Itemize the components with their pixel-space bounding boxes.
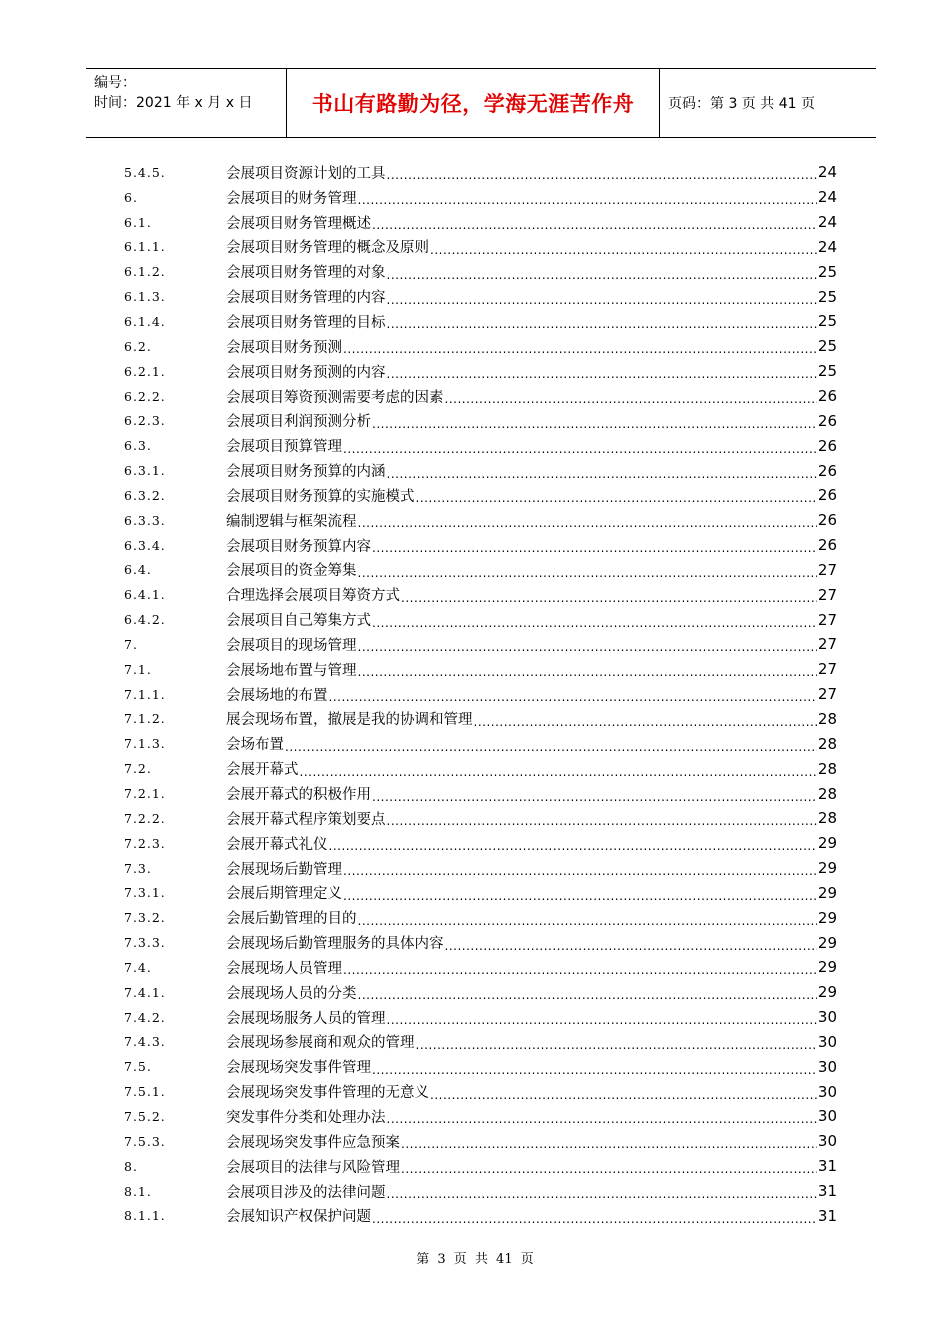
toc-entry-page: 28 — [817, 759, 837, 778]
toc-entry[interactable] — [124, 558, 837, 583]
toc-entry-page: 26 — [817, 411, 837, 430]
toc-entry-page: 25 — [817, 287, 837, 306]
toc-entry-number: 6.4. — [124, 562, 152, 578]
toc-entry[interactable] — [124, 235, 837, 260]
toc-dot-leader — [329, 838, 817, 854]
toc-dot-leader — [387, 1012, 817, 1028]
toc-entry-title: 展会现场布置，撤展是我的协调和管理 — [226, 712, 473, 729]
toc-entry[interactable] — [124, 259, 837, 284]
toc-entry-page: 27 — [817, 560, 837, 579]
toc-entry-title: 会展项目财务预测 — [226, 339, 342, 356]
toc-entry-title: 会展现场突发事件管理的无意义 — [226, 1085, 429, 1102]
toc-dot-leader — [343, 962, 817, 978]
toc-dot-leader — [358, 639, 817, 655]
toc-entry-page: 27 — [817, 660, 837, 679]
toc-entry-title: 会展现场突发事件应急预案 — [226, 1134, 400, 1151]
toc-entry[interactable] — [124, 1203, 837, 1228]
toc-entry-page: 29 — [817, 859, 837, 878]
toc-dot-leader — [285, 739, 817, 755]
toc-entry[interactable] — [124, 781, 837, 806]
toc-entry-title: 会展项目财务管理概述 — [226, 215, 371, 232]
header-meta — [86, 69, 287, 137]
toc-entry[interactable] — [124, 309, 837, 334]
toc-entry-page: 29 — [817, 958, 837, 977]
toc-entry-page: 29 — [817, 834, 837, 853]
toc-dot-leader — [430, 242, 817, 258]
toc-entry-title: 会展现场后勤管理 — [226, 861, 342, 878]
toc-entry-page: 29 — [817, 933, 837, 952]
toc-dot-leader — [372, 416, 817, 432]
toc-entry-title: 会展项目自己筹集方式 — [226, 613, 371, 630]
toc-entry-title: 会展项目资源计划的工具 — [226, 165, 386, 182]
toc-entry-number: 6.2. — [124, 338, 152, 354]
toc-entry-page: 24 — [817, 188, 837, 207]
toc-entry-number: 7.4.3. — [124, 1034, 166, 1050]
toc-entry-number: 7.5.1. — [124, 1084, 166, 1100]
toc-entry[interactable] — [124, 284, 837, 309]
toc-entry-number: 6.4.1. — [124, 587, 166, 603]
toc-entry-page: 26 — [817, 387, 837, 406]
toc-dot-leader — [343, 341, 817, 357]
toc-entry[interactable] — [124, 806, 837, 831]
toc-dot-leader — [358, 565, 817, 581]
header-slogan: 书山有路勤为径，学海无涯苦作舟 — [311, 91, 635, 116]
toc-entry-page: 26 — [817, 436, 837, 455]
toc-entry[interactable] — [124, 930, 837, 955]
toc-entry[interactable] — [124, 334, 837, 359]
toc-entry-title: 会展开幕式 — [226, 762, 299, 779]
toc-entry[interactable] — [124, 1005, 837, 1030]
toc-dot-leader — [372, 1211, 817, 1227]
toc-entry-title: 会展开幕式礼仪 — [226, 836, 328, 853]
toc-entry-number: 7.5.2. — [124, 1108, 166, 1124]
toc-entry-page: 28 — [817, 784, 837, 803]
toc-entry-title: 会展后勤管理的目的 — [226, 911, 357, 928]
toc-entry-title: 会展场地的布置 — [226, 687, 328, 704]
toc-entry-number: 6.1.1. — [124, 239, 166, 255]
toc-entry-number: 6.1.3. — [124, 289, 166, 305]
toc-dot-leader — [401, 590, 817, 606]
toc-entry-title: 突发事件分类和处理办法 — [226, 1109, 386, 1126]
toc-entry-number: 6.3.2. — [124, 487, 166, 503]
toc-entry-title: 会场布置 — [226, 737, 284, 754]
toc-entry-number: 7.2.3. — [124, 835, 166, 851]
toc-entry-number: 6.1.4. — [124, 313, 166, 329]
toc-entry-page: 30 — [817, 1132, 837, 1151]
toc-entry-title: 会展现场突发事件管理 — [226, 1060, 371, 1077]
toc-entry-number: 6.2.1. — [124, 363, 166, 379]
toc-entry[interactable] — [124, 731, 837, 756]
toc-entry[interactable] — [124, 384, 837, 409]
toc-entry-number: 6.1. — [124, 214, 152, 230]
toc-dot-leader — [474, 714, 817, 730]
toc-entry-page: 30 — [817, 1057, 837, 1076]
toc-dot-leader — [343, 863, 817, 879]
toc-entry-number: 6.1.2. — [124, 264, 166, 280]
toc-entry-title: 会展项目涉及的法律问题 — [226, 1184, 386, 1201]
toc-dot-leader — [358, 515, 817, 531]
toc-entry-page: 26 — [817, 461, 837, 480]
toc-entry-title: 会展项目财务管理的对象 — [226, 265, 386, 282]
time-label: 时间：2021 年 x 月 x 日 — [94, 95, 253, 111]
toc-entry[interactable] — [124, 359, 837, 384]
toc-dot-leader — [372, 1062, 817, 1078]
toc-entry-page: 27 — [817, 685, 837, 704]
toc-entry[interactable] — [124, 185, 837, 210]
toc-dot-leader — [401, 1136, 817, 1152]
toc-dot-leader — [416, 1037, 817, 1053]
toc-entry-number: 8.1.1. — [124, 1208, 166, 1224]
toc-entry-title: 会展项目财务管理的概念及原则 — [226, 240, 429, 257]
toc-entry-page: 30 — [817, 1032, 837, 1051]
toc-entry-page: 25 — [817, 312, 837, 331]
toc-entry-title: 会展项目财务预算的内涵 — [226, 464, 386, 481]
toc-dot-leader — [358, 664, 817, 680]
toc-entry-page: 28 — [817, 809, 837, 828]
toc-entry-number: 8. — [124, 1158, 138, 1174]
toc-entry-page: 30 — [817, 1008, 837, 1027]
toc-entry[interactable] — [124, 707, 837, 732]
toc-entry[interactable] — [124, 408, 837, 433]
toc-entry-page: 28 — [817, 734, 837, 753]
toc-entry-title: 会展现场人员的分类 — [226, 985, 357, 1002]
toc-entry[interactable] — [124, 483, 837, 508]
toc-entry-number: 6.2.3. — [124, 413, 166, 429]
toc-entry-number: 6.3.4. — [124, 537, 166, 553]
toc-entry-title: 会展现场后勤管理服务的具体内容 — [226, 936, 444, 953]
toc-entry-title: 会展现场参展商和观众的管理 — [226, 1035, 415, 1052]
toc-entry-number: 7.3.2. — [124, 910, 166, 926]
toc-entry-page: 31 — [817, 1157, 837, 1176]
header-page-info-cell — [660, 69, 876, 137]
toc-dot-leader — [445, 391, 817, 407]
toc-entry-number: 7.3.3. — [124, 935, 166, 951]
toc-dot-leader — [343, 888, 817, 904]
toc-entry[interactable] — [124, 1179, 837, 1204]
toc-entry[interactable] — [124, 1154, 837, 1179]
toc-entry-page: 25 — [817, 337, 837, 356]
toc-entry-number: 7.5. — [124, 1059, 152, 1075]
toc-dot-leader — [358, 987, 817, 1003]
toc-entry-page: 26 — [817, 486, 837, 505]
toc-entry[interactable] — [124, 210, 837, 235]
toc-entry[interactable] — [124, 756, 837, 781]
toc-dot-leader — [372, 789, 817, 805]
toc-entry-page: 30 — [817, 1082, 837, 1101]
toc-dot-leader — [401, 1161, 817, 1177]
toc-dot-leader — [387, 366, 817, 382]
toc-entry-title: 会展项目利润预测分析 — [226, 414, 371, 431]
toc-dot-leader — [430, 1087, 817, 1103]
toc-entry-number: 7.3. — [124, 860, 152, 876]
toc-entry[interactable] — [124, 831, 837, 856]
toc-entry-number: 7.1.1. — [124, 686, 166, 702]
toc-entry-title: 会展现场人员管理 — [226, 960, 342, 977]
toc-entry-number: 6.3.1. — [124, 463, 166, 479]
toc-entry[interactable] — [124, 632, 837, 657]
toc-entry-page: 30 — [817, 1107, 837, 1126]
toc-entry-page: 29 — [817, 883, 837, 902]
toc-dot-leader — [387, 466, 817, 482]
toc-entry[interactable] — [124, 1079, 837, 1104]
toc-entry-page: 26 — [817, 536, 837, 555]
toc-entry-page: 24 — [817, 237, 837, 256]
toc-dot-leader — [445, 938, 817, 954]
toc-entry[interactable] — [124, 533, 837, 558]
toc-entry[interactable] — [124, 905, 837, 930]
toc-dot-leader — [329, 689, 817, 705]
toc-entry-page: 24 — [817, 163, 837, 182]
toc-dot-leader — [372, 615, 817, 631]
page-footer: 第 3 页 共 41 页 — [416, 1252, 534, 1267]
toc-dot-leader — [387, 1186, 817, 1202]
toc-entry-title: 会展项目财务预算的实施模式 — [226, 488, 415, 505]
toc-dot-leader — [387, 167, 817, 183]
number-label: 编号： — [94, 75, 136, 91]
toc-entry-number: 7.2.2. — [124, 810, 166, 826]
toc-entry-number: 7.1.2. — [124, 711, 166, 727]
table-of-contents — [124, 160, 837, 1228]
toc-entry-title: 会展项目的财务管理 — [226, 190, 357, 207]
toc-entry-title: 合理选择会展项目筹资方式 — [226, 588, 400, 605]
toc-entry-number: 6.4.2. — [124, 612, 166, 628]
toc-entry-title: 会展项目的现场管理 — [226, 637, 357, 654]
toc-dot-leader — [358, 192, 817, 208]
page-header — [86, 68, 876, 138]
toc-entry-page: 27 — [817, 585, 837, 604]
header-slogan-cell — [287, 69, 660, 137]
toc-entry-title: 会展项目筹资预测需要考虑的因素 — [226, 389, 444, 406]
toc-entry[interactable] — [124, 1104, 837, 1129]
toc-dot-leader — [416, 490, 817, 506]
toc-entry-number: 6.2.2. — [124, 388, 166, 404]
toc-entry-page: 29 — [817, 983, 837, 1002]
toc-entry-number: 6.3. — [124, 438, 152, 454]
toc-entry-number: 7.2.1. — [124, 786, 166, 802]
toc-entry-title: 会展开幕式程序策划要点 — [226, 811, 386, 828]
toc-entry[interactable] — [124, 607, 837, 632]
toc-entry-number: 6.3.3. — [124, 512, 166, 528]
toc-entry[interactable] — [124, 955, 837, 980]
toc-entry-page: 29 — [817, 908, 837, 927]
toc-dot-leader — [358, 913, 817, 929]
toc-entry[interactable] — [124, 1054, 837, 1079]
toc-entry-number: 7.4. — [124, 959, 152, 975]
toc-dot-leader — [387, 813, 817, 829]
header-page-info: 页码：第 3 页 共 41 页 — [668, 96, 815, 112]
toc-entry-page: 27 — [817, 635, 837, 654]
toc-entry-number: 7.4.1. — [124, 984, 166, 1000]
toc-entry-number: 7.1.3. — [124, 736, 166, 752]
toc-entry-title: 会展开幕式的积极作用 — [226, 787, 371, 804]
toc-entry-page: 31 — [817, 1206, 837, 1225]
toc-entry-title: 会展后期管理定义 — [226, 886, 342, 903]
toc-entry-number: 7. — [124, 636, 138, 652]
toc-entry-number: 5.4.5. — [124, 164, 166, 180]
toc-entry[interactable] — [124, 657, 837, 682]
toc-dot-leader — [387, 1111, 817, 1127]
toc-entry-page: 24 — [817, 213, 837, 232]
toc-entry[interactable] — [124, 880, 837, 905]
toc-entry-title: 会展项目财务预算内容 — [226, 538, 371, 555]
toc-entry-number: 7.5.3. — [124, 1133, 166, 1149]
toc-entry[interactable] — [124, 682, 837, 707]
toc-dot-leader — [343, 441, 817, 457]
toc-entry-title: 会展项目的资金筹集 — [226, 563, 357, 580]
toc-dot-leader — [387, 316, 817, 332]
toc-entry-title: 会展项目财务管理的目标 — [226, 314, 386, 331]
toc-entry-title: 会展项目的法律与风险管理 — [226, 1159, 400, 1176]
toc-entry[interactable] — [124, 1129, 837, 1154]
toc-dot-leader — [300, 764, 817, 780]
toc-entry-title: 会展场地布置与管理 — [226, 662, 357, 679]
toc-entry-title: 会展知识产权保护问题 — [226, 1209, 371, 1226]
toc-entry[interactable] — [124, 980, 837, 1005]
toc-entry-title: 会展项目预算管理 — [226, 439, 342, 456]
toc-dot-leader — [372, 540, 817, 556]
toc-entry-number: 6. — [124, 189, 138, 205]
toc-entry-number: 7.1. — [124, 661, 152, 677]
toc-entry-number: 7.4.2. — [124, 1009, 166, 1025]
toc-entry[interactable] — [124, 582, 837, 607]
toc-entry[interactable] — [124, 508, 837, 533]
toc-entry-title: 编制逻辑与框架流程 — [226, 513, 357, 530]
toc-entry-page: 25 — [817, 262, 837, 281]
toc-entry-page: 28 — [817, 709, 837, 728]
toc-entry-number: 7.3.1. — [124, 885, 166, 901]
toc-entry[interactable] — [124, 1030, 837, 1055]
toc-entry[interactable] — [124, 856, 837, 881]
toc-entry-page: 26 — [817, 511, 837, 530]
toc-entry-page: 25 — [817, 362, 837, 381]
toc-entry-number: 8.1. — [124, 1183, 152, 1199]
toc-entry[interactable] — [124, 458, 837, 483]
toc-entry[interactable] — [124, 433, 837, 458]
toc-entry-page: 27 — [817, 610, 837, 629]
toc-dot-leader — [387, 267, 817, 283]
toc-entry-number: 7.2. — [124, 761, 152, 777]
toc-dot-leader — [387, 292, 817, 308]
toc-entry-title: 会展项目财务预测的内容 — [226, 364, 386, 381]
toc-entry[interactable] — [124, 160, 837, 185]
toc-entry-title: 会展项目财务管理的内容 — [226, 290, 386, 307]
toc-dot-leader — [372, 217, 817, 233]
toc-entry-title: 会展现场服务人员的管理 — [226, 1010, 386, 1027]
toc-entry-page: 31 — [817, 1182, 837, 1201]
